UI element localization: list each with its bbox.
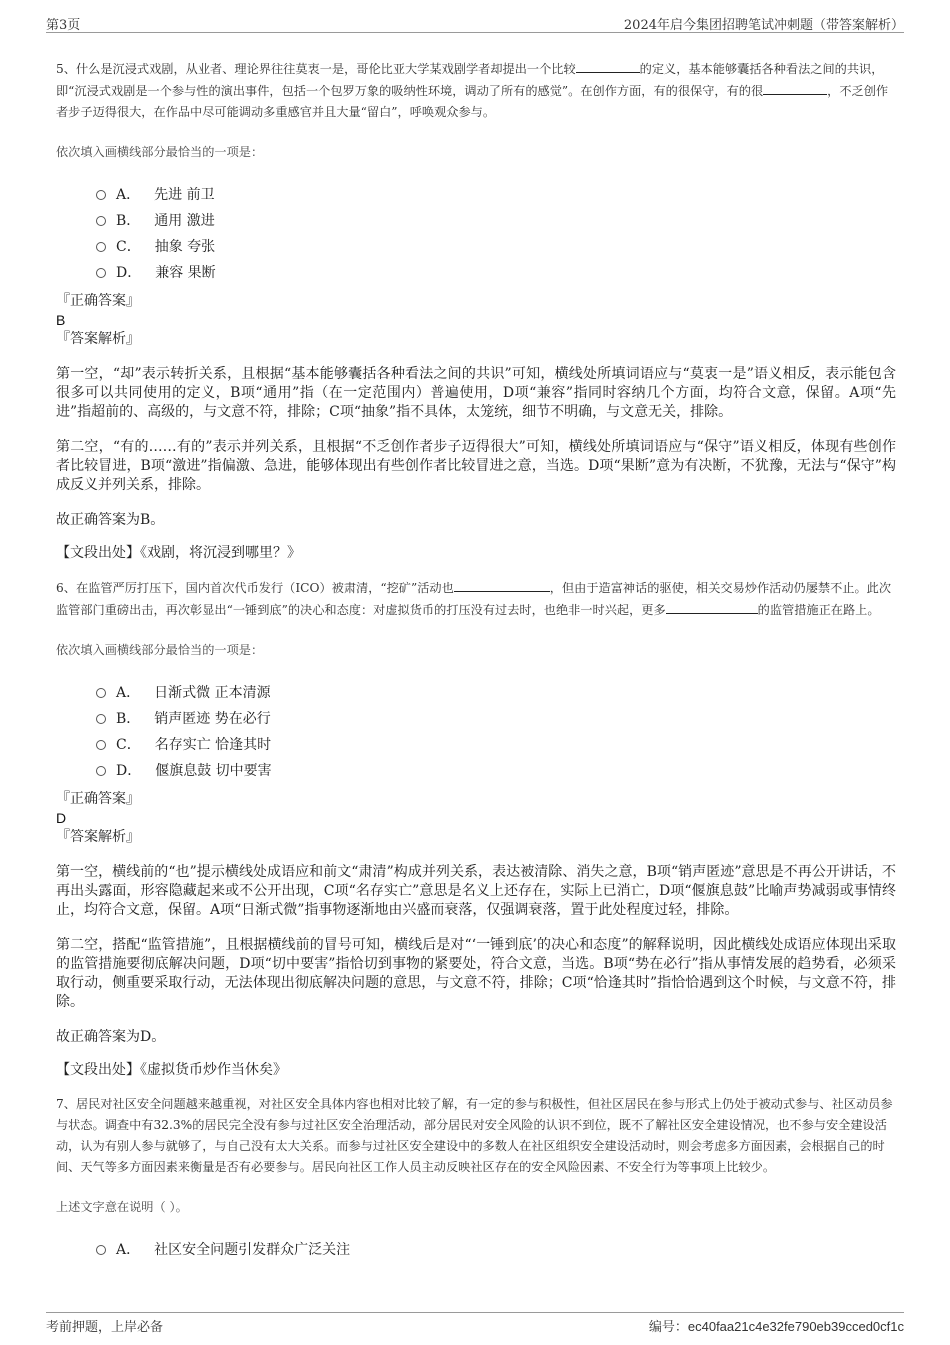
question-5-prompt: 依次填入画横线部分最恰当的一项是： (56, 145, 264, 159)
blank (666, 599, 758, 614)
page-footer (46, 1312, 904, 1335)
question-7 (56, 1094, 896, 1263)
radio-icon[interactable] (96, 242, 106, 252)
blank (763, 80, 827, 95)
radio-icon[interactable] (96, 740, 106, 750)
question-7-prompt: 上述文字意在说明（ ）。 (56, 1200, 188, 1214)
page-number: 第3页 (46, 18, 81, 33)
answer-value: D (56, 810, 67, 826)
radio-icon[interactable] (96, 190, 106, 200)
option-d[interactable]: D． 偃旗息鼓 切中要害 (96, 758, 896, 784)
option-a[interactable]: A． 先进 前卫 (96, 182, 896, 208)
analysis-paragraph: 第一空，“却”表示转折关系，且根据“基本能够囊括各种看法之间的共识”可知，横线处所填词语应与“莫衷一是”语义相反，表示能包含很多可以共同使用的定义，B项“通用”指（在一定范围内）普遍使用，D项“兼容”指同时容纳几个方面，均符合文意，保留。A项“先进”指超前的、高级的，与文意不符，排除；C项“抽象”指不具体，太笼统，细节不明确，与文意无关，排除。 (56, 366, 896, 420)
conclusion: 故正确答案为B。 (56, 512, 165, 528)
analysis-label: 『答案解析』 (56, 829, 140, 845)
analysis-paragraph: 第二空，搭配“监管措施”，且根据横线前的冒号可知，横线后是对“‘一锤到底’的决心和态度”的解释说明，因此横线处成语应体现出采取的监管措施要彻底解决问题，D项“切中要害”指恰切到事物的紧要处，符合文意，当选。B项“势在必行”指从事情发展的趋势看，必须采取行动，侧重要采取行动，无法体现出彻底解决问题的意思，与文意不符，排除；C项“恰逢其时”指恰恰遇到这个时候，与文意不符，排除。 (56, 937, 896, 1010)
page-header (46, 14, 904, 33)
answer-label: 『正确答案』 (56, 293, 140, 309)
option-a[interactable]: A． 社区安全问题引发群众广泛关注 (96, 1237, 896, 1263)
option-c[interactable]: C． 名存实亡 恰逢其时 (96, 732, 896, 758)
option-d[interactable]: D． 兼容 果断 (96, 260, 896, 286)
radio-icon[interactable] (96, 688, 106, 698)
question-5 (56, 58, 896, 563)
question-7-stem: 7、居民对社区安全问题越来越重视，对社区安全具体内容也相对比较了解，有一定的参与积极性，但社区居民在参与形式上仍处于被动式参与、社区动员参与状态。调查中有32.3%的居民完全没有参与过社区安全治理活动，部分居民对安全风险的认识不到位，既不了解社区安全建设情况，也不参与安全建设活动，认为有别人参与就够了，与自己没有太大关系。而参与过社区安全建设中的多数人在社区组织安全建设活动时，则会考虑多方面因素，会根据自己的时间、天气等多方面因素来衡量是否有必要参与。居民向社区工作人员主动反映社区存在的安全风险因素、不安全行为等事项上比较少。 (56, 1097, 893, 1174)
question-5-stem: 5、什么是沉浸式戏剧，从业者、理论界往往莫衷一是，哥伦比亚大学某戏剧学者却提出一个比较 的定义，基本能够囊括各种看法之间的共识，即“沉浸式戏剧是一个参与性的演出事件，包括一个包罗万象的吸纳性环境，调动了所有的感觉”。在创作方面，有的很保守，有的很 ，不乏创作者步子迈得很大，在作品中尽可能调动多重感官并且大量“留白”，呼唤观众参与。 (56, 58, 896, 123)
question-6-prompt: 依次填入画横线部分最恰当的一项是： (56, 643, 264, 657)
footer-slogan: 考前押题，上岸必备 (46, 1320, 164, 1335)
radio-icon[interactable] (96, 766, 106, 776)
analysis-label: 『答案解析』 (56, 331, 140, 347)
answer-value: B (56, 312, 66, 328)
document-title: 2024年启今集团招聘笔试冲刺题（带答案解析） (623, 18, 904, 33)
option-b[interactable]: B． 销声匿迹 势在必行 (96, 706, 896, 732)
option-b[interactable]: B． 通用 激进 (96, 208, 896, 234)
answer-label: 『正确答案』 (56, 791, 140, 807)
blank (454, 577, 550, 592)
analysis-paragraph: 第二空，“有的……有的”表示并列关系，且根据“不乏创作者步子迈得很大”可知，横线处所填词语应与“保守”语义相反，体现有些创作者比较冒进，B项“激进”指偏激、急进，能够体现出有些创作者比较冒进之意，当选。D项“果断”意为有决断，不犹豫，无法与“保守”构成反义并列关系，排除。 (56, 439, 896, 493)
analysis-paragraph: 第一空，横线前的“也”提示横线处成语应和前文“肃清”构成并列关系，表达被清除、消失之意，B项“销声匿迹”意思是不再公开讲话，不再出头露面，形容隐藏起来或不公开出现，C项“名存实亡”意思是名义上还存在，实际上已消亡，D项“偃旗息鼓”比喻声势减弱或事情终止，均符合文意，保留。A项“日渐式微”指事物逐渐地由兴盛而衰落，仅强调衰落，置于此处程度过轻，排除。 (56, 864, 896, 918)
document-body (56, 58, 896, 1263)
question-6 (56, 577, 896, 1080)
question-6-options (96, 680, 896, 784)
document-code: 编号：ec40faa21c4e32fe790eb39cced0cf1c (648, 1319, 904, 1335)
option-c[interactable]: C． 抽象 夸张 (96, 234, 896, 260)
source: 【文段出处】《戏剧，将沉浸到哪里？》 (56, 545, 301, 561)
question-6-stem: 6、在监管严厉打压下，国内首次代币发行（ICO）被肃清，“挖矿”活动也 ，但由于造富神话的驱使，相关交易炒作活动仍屡禁不止。此次监管部门重磅出击，再次彰显出“一锤到底”的决心和态度：对虚拟货币的打压没有过去时，也绝非一时兴起，更多 的监管措施正在路上。 (56, 577, 896, 621)
conclusion: 故正确答案为D。 (56, 1029, 166, 1045)
radio-icon[interactable] (96, 216, 106, 226)
source: 【文段出处】《虚拟货币炒作当休矣》 (56, 1062, 287, 1078)
question-7-options (96, 1237, 896, 1263)
option-a[interactable]: A． 日渐式微 正本清源 (96, 680, 896, 706)
radio-icon[interactable] (96, 714, 106, 724)
question-5-options (96, 182, 896, 286)
radio-icon[interactable] (96, 268, 106, 278)
radio-icon[interactable] (96, 1245, 106, 1255)
blank (576, 58, 640, 73)
